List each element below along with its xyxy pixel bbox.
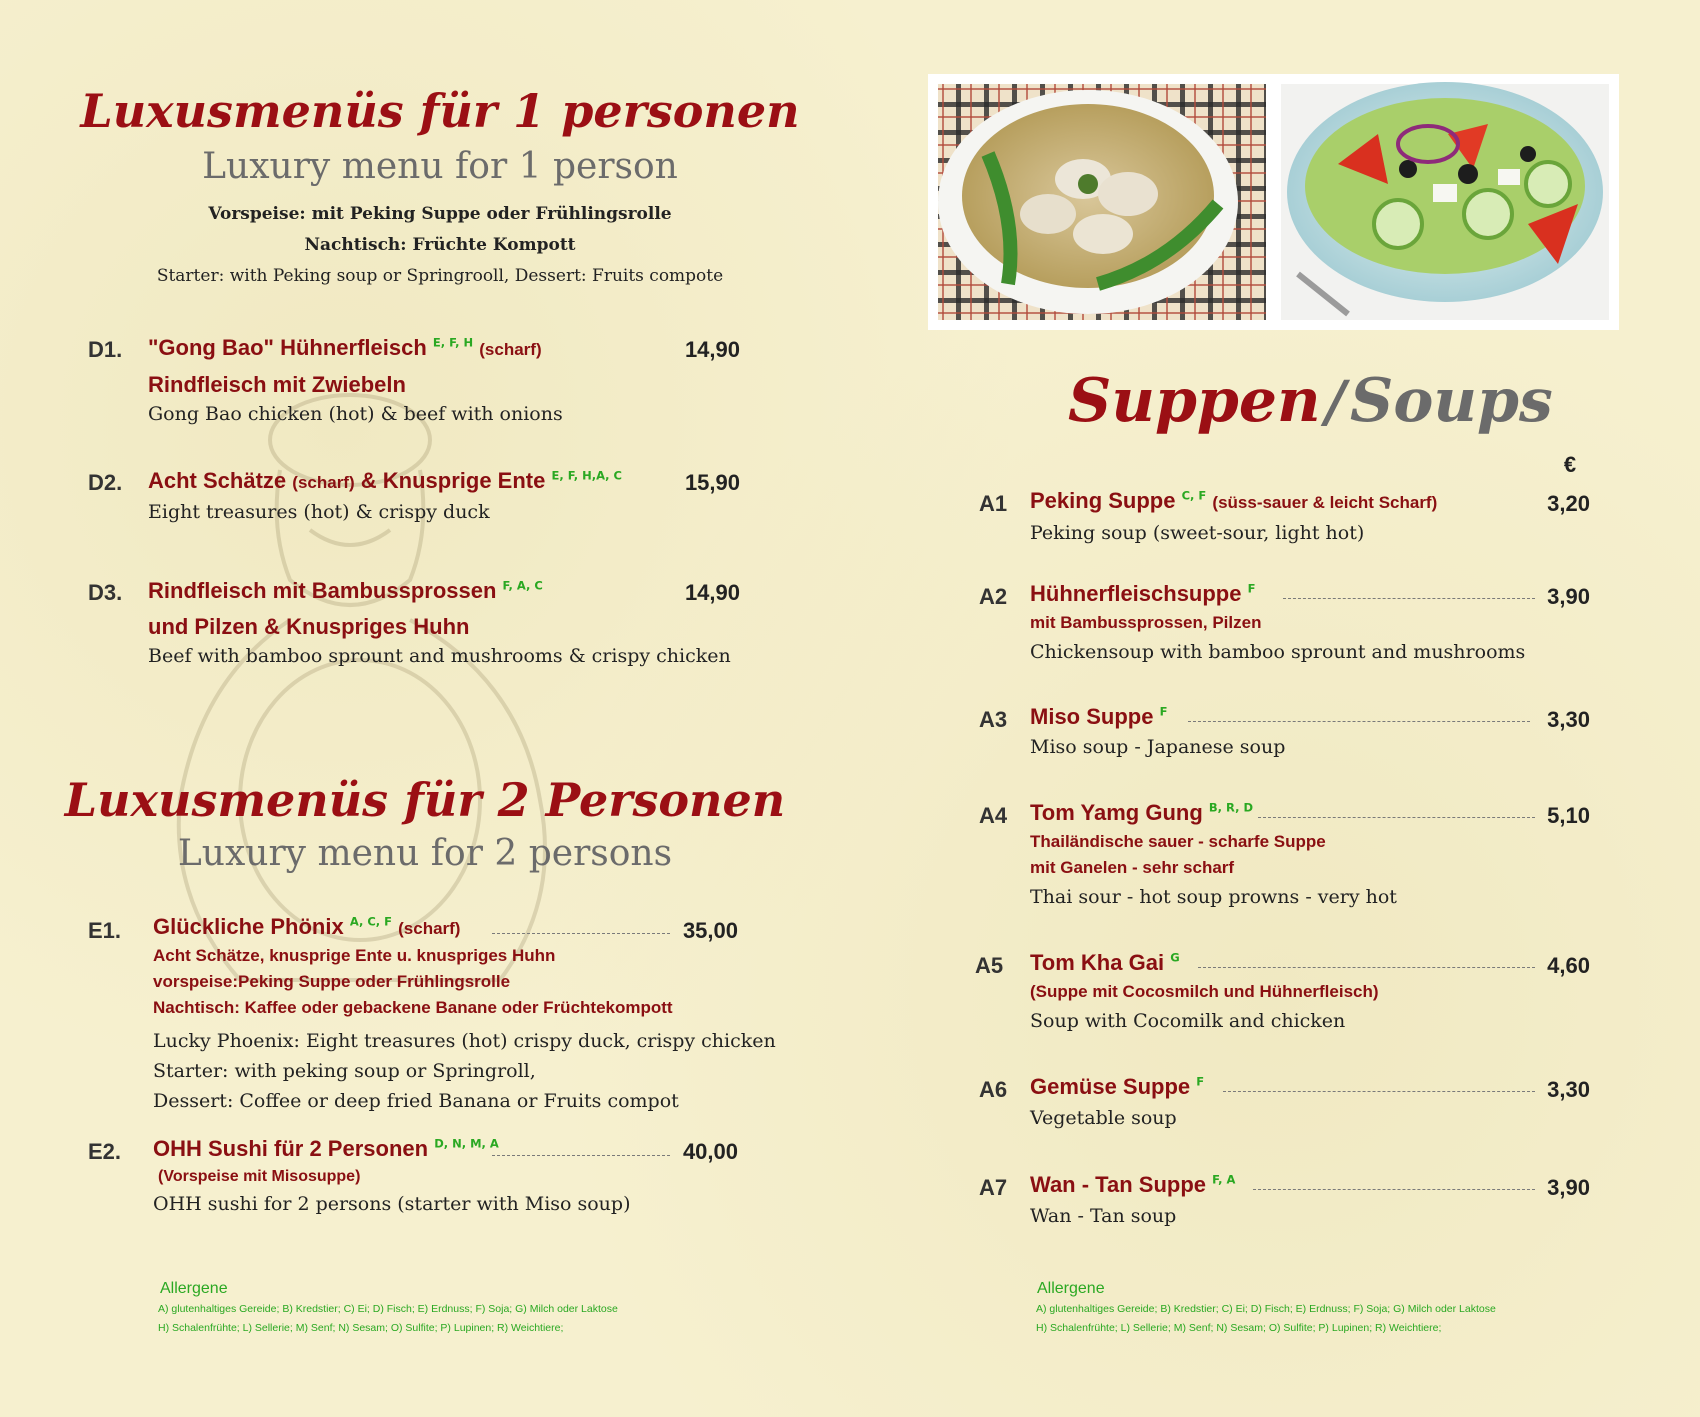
allergen-tag: C, F bbox=[1181, 488, 1207, 503]
item-code: A6 bbox=[979, 1077, 1008, 1102]
allergene-line: A) glutenhaltiges Gereide; B) Kredstier; C) Ei; D) Fisch; E) Erdnuss; F) Soja; G) Milch oder Laktose bbox=[1036, 1303, 1496, 1315]
item-code: A1 bbox=[979, 491, 1008, 516]
item-description: Vegetable soup bbox=[1030, 1107, 1177, 1129]
allergen-tag: F bbox=[1247, 581, 1256, 596]
item-price: 14,90 bbox=[684, 337, 740, 362]
leader-dots bbox=[1188, 721, 1530, 722]
item-name: Acht Schätze (scharf) & Knusprige Ente $^{E, F, H,A, C}$ bbox=[148, 468, 622, 493]
soup-salad-illustration bbox=[928, 74, 1619, 330]
allergen-tag: E, F, H bbox=[432, 335, 474, 350]
allergene-title: Allergene bbox=[1037, 1280, 1105, 1297]
item-code: A4 bbox=[979, 803, 1008, 828]
item-detail: Nachtisch: Kaffee oder gebackene Banane oder Früchtekompott bbox=[153, 998, 673, 1017]
allergen-tag: F bbox=[1159, 704, 1168, 719]
soups-title: Suppen / Soups bbox=[1068, 366, 1553, 436]
item-detail: vorspeise:Peking Suppe oder Frühlingsrolle bbox=[153, 972, 511, 991]
menu1-title-en: Luxury menu for 1 person bbox=[202, 146, 678, 187]
menu2-title-en: Luxury menu for 2 persons bbox=[177, 833, 673, 874]
item-description: Chickensoup with bamboo sprount and mushrooms bbox=[1030, 641, 1526, 663]
food-photos bbox=[928, 74, 1619, 330]
allergen-tag: D, N, M, A bbox=[434, 1136, 499, 1151]
item-price: 40,00 bbox=[682, 1139, 738, 1164]
item-name: Miso Suppe $^F$ bbox=[1030, 704, 1168, 729]
item-description: Gong Bao chicken (hot) & beef with onions bbox=[148, 403, 563, 425]
menu1-title-de: Luxusmenüs für 1 personen bbox=[80, 84, 800, 138]
item-code: A7 bbox=[979, 1175, 1008, 1200]
item-detail: mit Bambussprossen, Pilzen bbox=[1030, 613, 1262, 632]
leader-dots bbox=[1283, 598, 1535, 599]
item-code: A3 bbox=[979, 707, 1008, 732]
item-name: Gemüse Suppe $^F$ bbox=[1030, 1074, 1205, 1099]
item-description: Beef with bamboo sprount and mushrooms & crispy chicken bbox=[148, 645, 731, 667]
item-detail: mit Ganelen - sehr scharf bbox=[1030, 858, 1235, 877]
item-description: Eight treasures (hot) & crispy duck bbox=[148, 501, 490, 523]
item-price: 15,90 bbox=[684, 470, 740, 495]
item-description: OHH sushi for 2 persons (starter with Miso soup) bbox=[153, 1193, 631, 1215]
item-price: 14,90 bbox=[684, 580, 740, 605]
item-price: 4,60 bbox=[1547, 953, 1590, 978]
item-price: 35,00 bbox=[682, 918, 738, 943]
item-name: Wan - Tan Suppe $^{F, A}$ bbox=[1030, 1172, 1236, 1197]
item-detail: Acht Schätze, knusprige Ente u. knuspriges Huhn bbox=[153, 946, 556, 965]
allergen-tag: E, F, H,A, C bbox=[551, 468, 622, 483]
item-detail: (Suppe mit Cocosmilch und Hühnerfleisch) bbox=[1030, 982, 1379, 1001]
item-code: A5 bbox=[975, 953, 1004, 978]
item-name: Glückliche Phönix $^{A, C, F}$ (scharf) bbox=[153, 914, 461, 939]
item-name: "Gong Bao" Hühnerfleisch $^{E, F, H}$ (scharf) bbox=[148, 335, 542, 360]
allergen-tag: F, A bbox=[1212, 1172, 1236, 1187]
item-name: OHH Sushi für 2 Personen $^{D, N, M, A}$ bbox=[153, 1136, 499, 1161]
item-description: Thai sour - hot soup prowns - very hot bbox=[1030, 886, 1397, 908]
allergen-tag: F bbox=[1196, 1074, 1205, 1089]
leader-dots bbox=[1198, 967, 1535, 968]
item-detail: Thailändische sauer - scharfe Suppe bbox=[1030, 832, 1326, 851]
item-price: 5,10 bbox=[1547, 803, 1590, 828]
menu1-info-en: Starter: with Peking soup or Springrooll, Dessert: Fruits compote bbox=[156, 266, 724, 286]
item-code: D3. bbox=[88, 580, 123, 605]
item-name-line2: Rindfleisch mit Zwiebeln bbox=[148, 372, 406, 397]
leader-dots bbox=[1253, 1189, 1535, 1190]
item-price: 3,90 bbox=[1547, 1175, 1590, 1200]
allergen-tag: A, C, F bbox=[349, 914, 392, 929]
item-price: 3,90 bbox=[1547, 584, 1590, 609]
item-code: D2. bbox=[88, 470, 123, 495]
item-name: Tom Yamg Gung $^{B, R, D}$ bbox=[1030, 800, 1254, 825]
item-name: Tom Kha Gai $^G$ bbox=[1030, 950, 1180, 975]
item-description: Dessert: Coffee or deep fried Banana or Fruits compot bbox=[153, 1090, 679, 1112]
item-description: Starter: with peking soup or Springroll, bbox=[153, 1060, 536, 1082]
item-description: Lucky Phoenix: Eight treasures (hot) crispy duck, crispy chicken bbox=[153, 1030, 776, 1052]
item-code: E1. bbox=[88, 918, 122, 943]
allergene-title: Allergene bbox=[160, 1280, 228, 1297]
allergen-tag: G bbox=[1170, 950, 1180, 965]
allergene-line: H) Schalenfrühte; L) Sellerie; M) Senf; N) Sesam; O) Sulfite; P) Lupinen; R) Weichtiere; bbox=[1036, 1322, 1442, 1334]
menu1-dessert-de: Nachtisch: Früchte Kompott bbox=[304, 235, 576, 255]
item-name: Rindfleisch mit Bambussprossen $^{F, A, C}$ bbox=[148, 578, 543, 603]
item-code: A2 bbox=[979, 584, 1008, 609]
allergen-tag: B, R, D bbox=[1208, 800, 1254, 815]
currency-label: € bbox=[1563, 452, 1577, 477]
item-price: 3,30 bbox=[1547, 1077, 1590, 1102]
item-code: D1. bbox=[88, 337, 123, 362]
allergen-tag: F, A, C bbox=[502, 578, 543, 593]
leader-dots bbox=[1258, 817, 1535, 818]
item-description: Miso soup - Japanese soup bbox=[1030, 736, 1286, 758]
leader-dots bbox=[1223, 1091, 1535, 1092]
item-price: 3,30 bbox=[1547, 707, 1590, 732]
item-description: Soup with Cocomilk and chicken bbox=[1030, 1010, 1346, 1032]
item-description: Wan - Tan soup bbox=[1030, 1205, 1177, 1227]
item-detail: (Vorspeise mit Misosuppe) bbox=[158, 1168, 361, 1185]
allergene-line: A) glutenhaltiges Gereide; B) Kredstier; C) Ei; D) Fisch; E) Erdnuss; F) Soja; G) Milch oder Laktose bbox=[158, 1303, 618, 1315]
item-code: E2. bbox=[88, 1139, 122, 1164]
menu1-starter-de: Vorspeise: mit Peking Suppe oder Frühlingsrolle bbox=[208, 204, 672, 224]
item-name: Peking Suppe $^{C, F}$ (süss-sauer & leicht Scharf) bbox=[1030, 488, 1438, 513]
item-price: 3,20 bbox=[1547, 491, 1590, 516]
allergene-line: H) Schalenfrühte; L) Sellerie; M) Senf; N) Sesam; O) Sulfite; P) Lupinen; R) Weichtiere; bbox=[158, 1322, 564, 1334]
item-name-line2: und Pilzen & Knuspriges Huhn bbox=[148, 614, 470, 639]
menu2-title-de: Luxusmenüs für 2 Personen bbox=[64, 773, 786, 827]
item-name: Hühnerfleischsuppe $^F$ bbox=[1030, 581, 1256, 606]
item-description: Peking soup (sweet-sour, light hot) bbox=[1030, 522, 1365, 544]
